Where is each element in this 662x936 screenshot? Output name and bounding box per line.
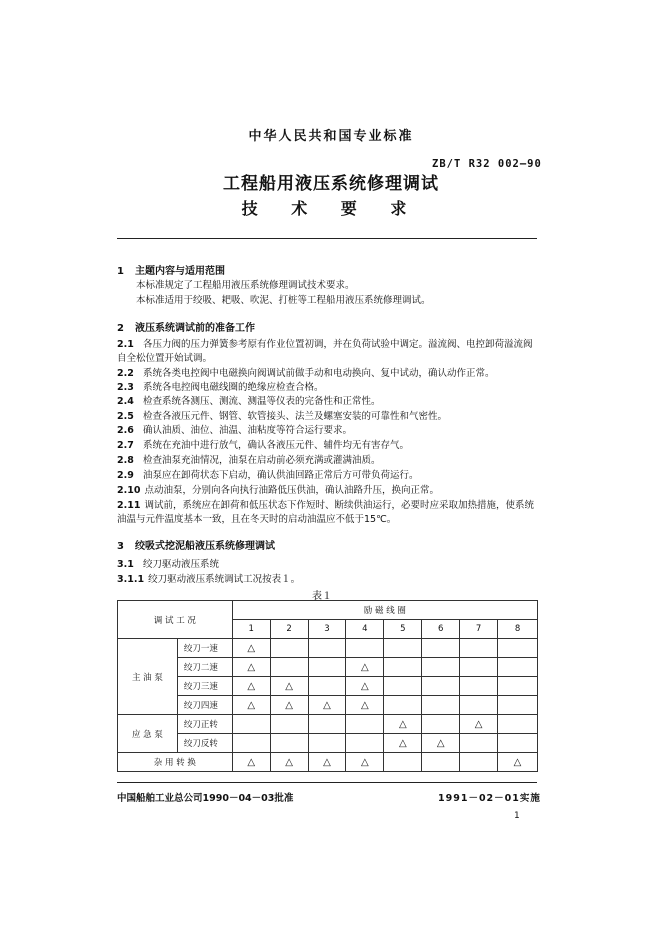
empty-cell — [308, 734, 346, 753]
excited-mark: △ — [232, 753, 270, 772]
item-2-10: 2.10 点动油泵，分别向各向执行油路低压供油，确认油路升压，换向正常。 — [117, 485, 439, 496]
standard-code: ZB/T R32 002—90 — [432, 158, 542, 170]
empty-cell — [308, 658, 346, 677]
section-title: 主题内容与适用范围 — [135, 266, 225, 277]
section-number: 2 — [117, 323, 124, 334]
excited-mark: △ — [270, 696, 308, 715]
col-header: 6 — [422, 620, 460, 639]
empty-cell — [270, 639, 308, 658]
item-2-1: 2.1 各压力阀的压力弹簧参考原有作业位置初调，并在负荷试验中调定。溢流阀、电控卸荷溢流阀 — [117, 339, 533, 350]
group-label-emergency-pump: 应 急 泵 — [118, 715, 178, 753]
empty-cell — [270, 715, 308, 734]
item-2-11-cont: 油温与元件温度基本一致，且在冬天时的启动油温应不低于15℃。 — [117, 514, 397, 525]
excited-mark: △ — [346, 753, 384, 772]
empty-cell — [498, 677, 538, 696]
empty-cell — [422, 639, 460, 658]
empty-cell — [270, 734, 308, 753]
row-label: 绞刀三速 — [177, 677, 232, 696]
empty-cell — [460, 639, 498, 658]
excited-mark: △ — [384, 715, 422, 734]
table-row — [118, 658, 538, 677]
empty-cell — [308, 639, 346, 658]
row-label-spare-switch: 杂 用 转 换 — [118, 753, 233, 772]
excited-mark: △ — [346, 677, 384, 696]
empty-cell — [422, 753, 460, 772]
excited-mark: △ — [346, 658, 384, 677]
row-label: 绞刀四速 — [177, 696, 232, 715]
empty-cell — [308, 677, 346, 696]
excited-mark: △ — [232, 696, 270, 715]
excited-mark: △ — [346, 696, 384, 715]
empty-cell — [308, 715, 346, 734]
empty-cell — [422, 715, 460, 734]
col-header: 4 — [346, 620, 384, 639]
bottom-rule — [117, 782, 537, 783]
excited-mark: △ — [232, 677, 270, 696]
empty-cell — [270, 658, 308, 677]
excited-mark: △ — [308, 696, 346, 715]
excited-mark: △ — [498, 753, 538, 772]
item-2-2: 2.2 系统各类电控阀中电磁换向阀调试前做手动和电动换向、复中试动，确认动作正常。 — [117, 368, 495, 379]
empty-cell — [460, 658, 498, 677]
group-label-main-pump: 主 油 泵 — [118, 639, 178, 715]
col-header: 3 — [308, 620, 346, 639]
item-2-9: 2.9 油泵应在卸荷状态下启动，确认供油回路正常后方可带负荷运行。 — [117, 470, 419, 481]
item-3-1-1: 3.1.1 绞刀驱动液压系统调试工况按表１。 — [117, 574, 301, 585]
test-conditions-table — [117, 600, 538, 772]
table-row — [118, 677, 538, 696]
row-label: 绞刀一速 — [177, 639, 232, 658]
issuing-body: 中华人民共和国专业标准 — [248, 129, 414, 144]
document-title: 工程船用液压系统修理调试 — [223, 174, 439, 194]
item-2-11: 2.11 调试前，系统应在卸荷和低压状态下作短时、断续供油运行，必要时应采取加热措施，使系统 — [117, 500, 534, 511]
empty-cell — [346, 639, 384, 658]
empty-cell — [384, 753, 422, 772]
section-title: 液压系统调试前的准备工作 — [135, 323, 255, 334]
empty-cell — [384, 658, 422, 677]
section-number: 3 — [117, 541, 124, 552]
col-header: 8 — [498, 620, 538, 639]
empty-cell — [460, 734, 498, 753]
item-2-1-cont: 自全松位置开始试调。 — [117, 353, 213, 364]
table-row — [118, 715, 538, 734]
excited-mark: △ — [422, 734, 460, 753]
section-1-heading — [117, 262, 225, 277]
table-caption: 表１ — [312, 591, 332, 602]
section-1-para-2: 本标准适用于绞吸、耙吸、吹泥、打桩等工程船用液压系统修理调试。 — [136, 295, 431, 306]
section-2-heading — [117, 319, 255, 334]
empty-cell — [346, 715, 384, 734]
empty-cell — [422, 677, 460, 696]
empty-cell — [498, 715, 538, 734]
table-row — [118, 734, 538, 753]
col-header: 1 — [232, 620, 270, 639]
item-3-1: 3.1 绞刀驱动液压系统 — [117, 559, 220, 570]
section-3-heading — [117, 537, 275, 552]
item-2-7: 2.7 系统在充油中进行放气，确认各液压元件、辅件均无有害存气。 — [117, 440, 410, 451]
col-header: 5 — [384, 620, 422, 639]
empty-cell — [498, 639, 538, 658]
table-row — [118, 753, 538, 772]
row-header-cell: 调 试 工 况 — [118, 601, 233, 639]
empty-cell — [422, 696, 460, 715]
top-rule — [117, 238, 537, 239]
excited-mark: △ — [232, 639, 270, 658]
excited-mark: △ — [460, 715, 498, 734]
item-2-6: 2.6 确认油质、油位、油温、油粘度等符合运行要求。 — [117, 425, 353, 436]
col-header: 7 — [460, 620, 498, 639]
empty-cell — [384, 696, 422, 715]
empty-cell — [422, 658, 460, 677]
empty-cell — [498, 734, 538, 753]
approval-line: 中国船舶工业总公司1990－04－03批准 — [117, 793, 294, 804]
document-subtitle: 技 术 要 求 — [241, 199, 421, 218]
row-label: 绞刀正转 — [177, 715, 232, 734]
empty-cell — [232, 734, 270, 753]
empty-cell — [384, 639, 422, 658]
section-1-para-1: 本标准规定了工程船用液压系统修理调试技术要求。 — [136, 280, 355, 291]
empty-cell — [232, 715, 270, 734]
excited-mark: △ — [270, 753, 308, 772]
excited-mark: △ — [270, 677, 308, 696]
excited-mark: △ — [384, 734, 422, 753]
row-label: 绞刀反转 — [177, 734, 232, 753]
empty-cell — [346, 734, 384, 753]
empty-cell — [498, 696, 538, 715]
implementation-date: 1991－02－01实施 — [438, 793, 541, 804]
section-title: 绞吸式挖泥船液压系统修理调试 — [135, 541, 275, 552]
item-2-4: 2.4 检查系统各测压、测流、测温等仪表的完备性和正常性。 — [117, 396, 381, 407]
page-number: 1 — [514, 811, 520, 821]
table-row — [118, 696, 538, 715]
empty-cell — [384, 677, 422, 696]
empty-cell — [460, 753, 498, 772]
col-group-header: 励 磁 线 圈 — [232, 601, 537, 620]
item-2-3: 2.3 系统各电控阀电磁线圈的绝缘应检查合格。 — [117, 382, 324, 393]
excited-mark: △ — [232, 658, 270, 677]
empty-cell — [460, 677, 498, 696]
excited-mark: △ — [308, 753, 346, 772]
row-label: 绞刀二速 — [177, 658, 232, 677]
empty-cell — [460, 696, 498, 715]
item-2-5: 2.5 检查各液压元件、钢管、软管接头、法兰及螺塞安装的可靠性和气密性。 — [117, 411, 448, 422]
item-2-8: 2.8 检查油泵充油情况，油泵在启动前必须充满或灌满油质。 — [117, 455, 381, 466]
col-header: 2 — [270, 620, 308, 639]
empty-cell — [498, 658, 538, 677]
table-row — [118, 639, 538, 658]
section-number: 1 — [117, 266, 124, 277]
